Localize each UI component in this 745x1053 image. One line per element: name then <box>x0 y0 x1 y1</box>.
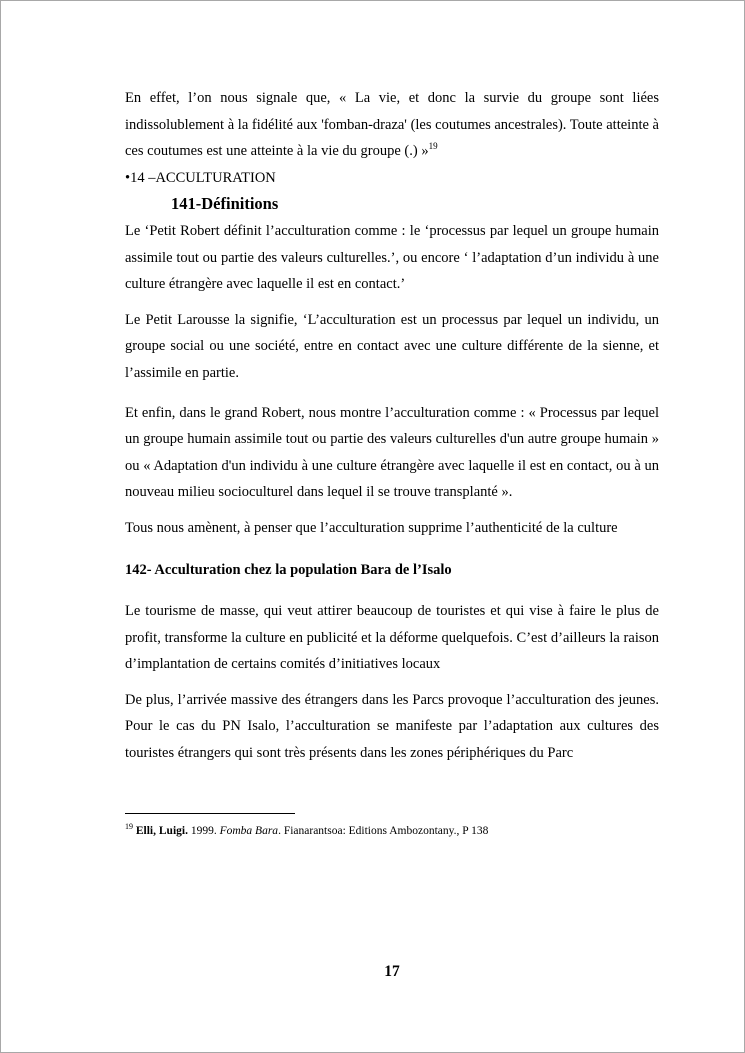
paragraph-larousse: Le Petit Larousse la signifie, ‘L’acculturation est un processus par lequel un individu, un groupe social ou une société, entre en contact avec une culture différente de la sienne, et l’assimile en partie. <box>125 311 659 381</box>
paragraph-etrangers: De plus, l’arrivée massive des étrangers dans les Parcs provoque l’acculturation des jeunes. Pour le cas du PN Isalo, l’acculturation se manifeste par l’adaptation aux cultures des touristes étrangers qui sont très présents dans les zones périphériques du Parc <box>125 691 659 762</box>
section-marker-14: •14 –ACCULTURATION <box>125 169 276 186</box>
paragraph-grand-robert: Et enfin, dans le grand Robert, nous montre l’acculturation comme : « Processus par lequel un groupe humain assimile tout ou partie des valeurs culturelles d'un autre groupe humain » ou « Adaptation d'un individu à une culture étrangère avec laquelle il est en contact, ou à un nouveau milieu socioculturel dans lequel il se trouve transplanté ». <box>125 404 659 501</box>
paragraph-intro <box>125 85 659 165</box>
paragraph-petit-robert: Le ‘Petit Robert définit l’acculturation comme : le ‘processus par lequel un groupe humain assimile tout ou partie des valeurs culturelles.’, ou encore ‘ l’adaptation d’un individu à une culture étrangère avec laquelle il est en contact.’ <box>125 222 659 293</box>
page-body <box>125 85 659 767</box>
footnote-author: Elli, Luigi. <box>133 825 188 837</box>
footnote-reference-19: 19 <box>428 141 438 152</box>
heading-141-definitions: 141-Définitions <box>171 194 279 214</box>
footnote <box>125 823 659 839</box>
heading-142-bara-isalo: 142- Acculturation chez la population Bara de l’Isalo <box>125 561 452 578</box>
footnote-area <box>125 813 659 839</box>
paragraph-tourisme: Le tourisme de masse, qui veut attirer beaucoup de touristes et qui vise à faire le plus de profit, transforme la culture en publicité et la déforme quelquefois. C’est d’ailleurs la raison d’implantation de certains comités d’initiatives locaux <box>125 603 659 673</box>
page-number: 17 <box>384 963 400 980</box>
footnote-number: 19 <box>125 822 133 832</box>
footnote-publisher: . Fianarantsoa: Editions Ambozontany., P 138 <box>278 825 489 837</box>
footnote-year: 1999. <box>187 825 220 837</box>
footnote-title: Fomba Bara <box>219 825 279 837</box>
paragraph-conclusion: Tous nous amènent, à penser que l’acculturation supprime l’authenticité de la culture <box>125 519 618 536</box>
paragraph-intro-text: En effet, l’on nous signale que, « La vie, et donc la survie du groupe sont liées indissolublement à la fidélité aux 'fomban-draza' (les coutumes ancestrales). Toute atteinte à ces coutumes est une atteinte à la vie du groupe (.) » <box>125 90 659 160</box>
footnote-separator <box>125 813 295 814</box>
